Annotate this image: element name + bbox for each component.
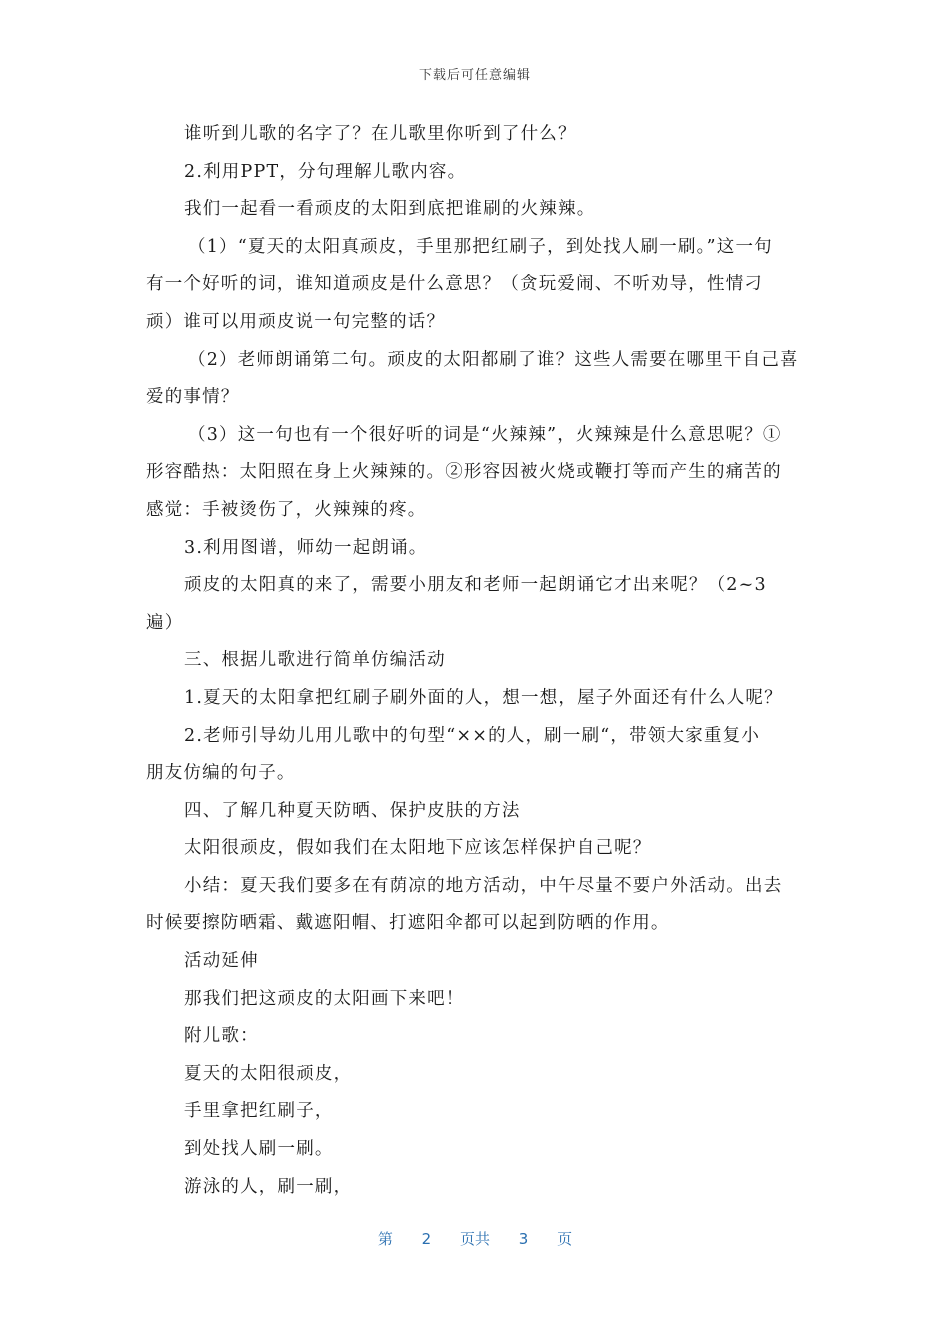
paragraph-line: 形容酷热：太阳照在身上火辣辣的。②形容因被火烧或鞭打等而产生的痛苦的 [146,462,782,483]
current-page-number: 2 [421,1230,432,1248]
poem-line: 到处找人刷一刷。 [184,1139,334,1160]
page-footer [0,1228,950,1249]
paragraph-line: 3.利用图谱，师幼一起朗诵。 [184,537,428,558]
paragraph-line: 2.利用PPT，分句理解儿歌内容。 [184,161,467,182]
paragraph-line: 爱的事情？ [146,387,240,408]
paragraph-line: 我们一起看一看顽皮的太阳到底把谁刷的火辣辣。 [184,199,596,220]
paragraph-line: 顽）谁可以用顽皮说一句完整的话？ [146,311,446,332]
paragraph-line: 2.老师引导幼儿用儿歌中的句型“××的人，刷一刷“，带领大家重复小 [184,725,761,746]
total-word: 页共 [459,1230,490,1248]
paragraph-line: 那我们把这顽皮的太阳画下来吧！ [184,988,465,1009]
paragraph-line: 1.夏天的太阳拿把红刷子刷外面的人，想一想，屋子外面还有什么人呢？ [184,687,783,708]
paragraph-line: 附儿歌： [184,1026,259,1047]
poem-line: 游泳的人，刷一刷， [184,1176,353,1197]
section-heading: 四、了解几种夏天防晒、保护皮肤的方法 [184,800,521,821]
document-body [146,116,808,1206]
poem-line: 手里拿把红刷子， [184,1101,334,1122]
paragraph-line: （2）老师朗诵第二句。顽皮的太阳都刷了谁？这些人需要在哪里干自己喜 [188,349,799,370]
paragraph-line: 太阳很顽皮，假如我们在太阳地下应该怎样保护自己呢？ [184,838,652,859]
page-word: 第 [377,1230,393,1248]
page-header: 下载后可任意编辑 [418,68,531,83]
paragraph-line: 有一个好听的词，谁知道顽皮是什么意思？（贪玩爱闹、不听劝导，性情刁 [146,274,764,295]
paragraph-line: 时候要擦防晒霜、戴遮阳帽、打遮阳伞都可以起到防晒的作用。 [146,913,670,934]
paragraph-line: 遍） [146,612,184,633]
paragraph-line: 感觉：手被烫伤了，火辣辣的疼。 [146,499,427,520]
paragraph-line: 谁听到儿歌的名字了？在儿歌里你听到了什么？ [184,124,577,144]
section-heading: 活动延伸 [184,951,259,972]
paragraph-line: （3）这一句也有一个很好听的词是“火辣辣”，火辣辣是什么意思呢？① [188,424,782,445]
paragraph-line: 小结：夏天我们要多在有荫凉的地方活动，中午尽量不要户外活动。出去 [184,875,783,896]
section-heading: 三、根据儿歌进行简单仿编活动 [184,650,446,671]
poem-line: 夏天的太阳很顽皮， [184,1063,353,1084]
paragraph-line: 朋友仿编的句子。 [146,763,296,784]
paragraph-line: （1）“夏天的太阳真顽皮，手里那把红刷子，到处找人刷一刷。”这一句 [188,236,773,257]
paragraph-line: 顽皮的太阳真的来了，需要小朋友和老师一起朗诵它才出来呢？（2~3 [184,575,767,596]
page-suffix: 页 [557,1230,573,1248]
total-pages-number: 3 [518,1230,529,1248]
